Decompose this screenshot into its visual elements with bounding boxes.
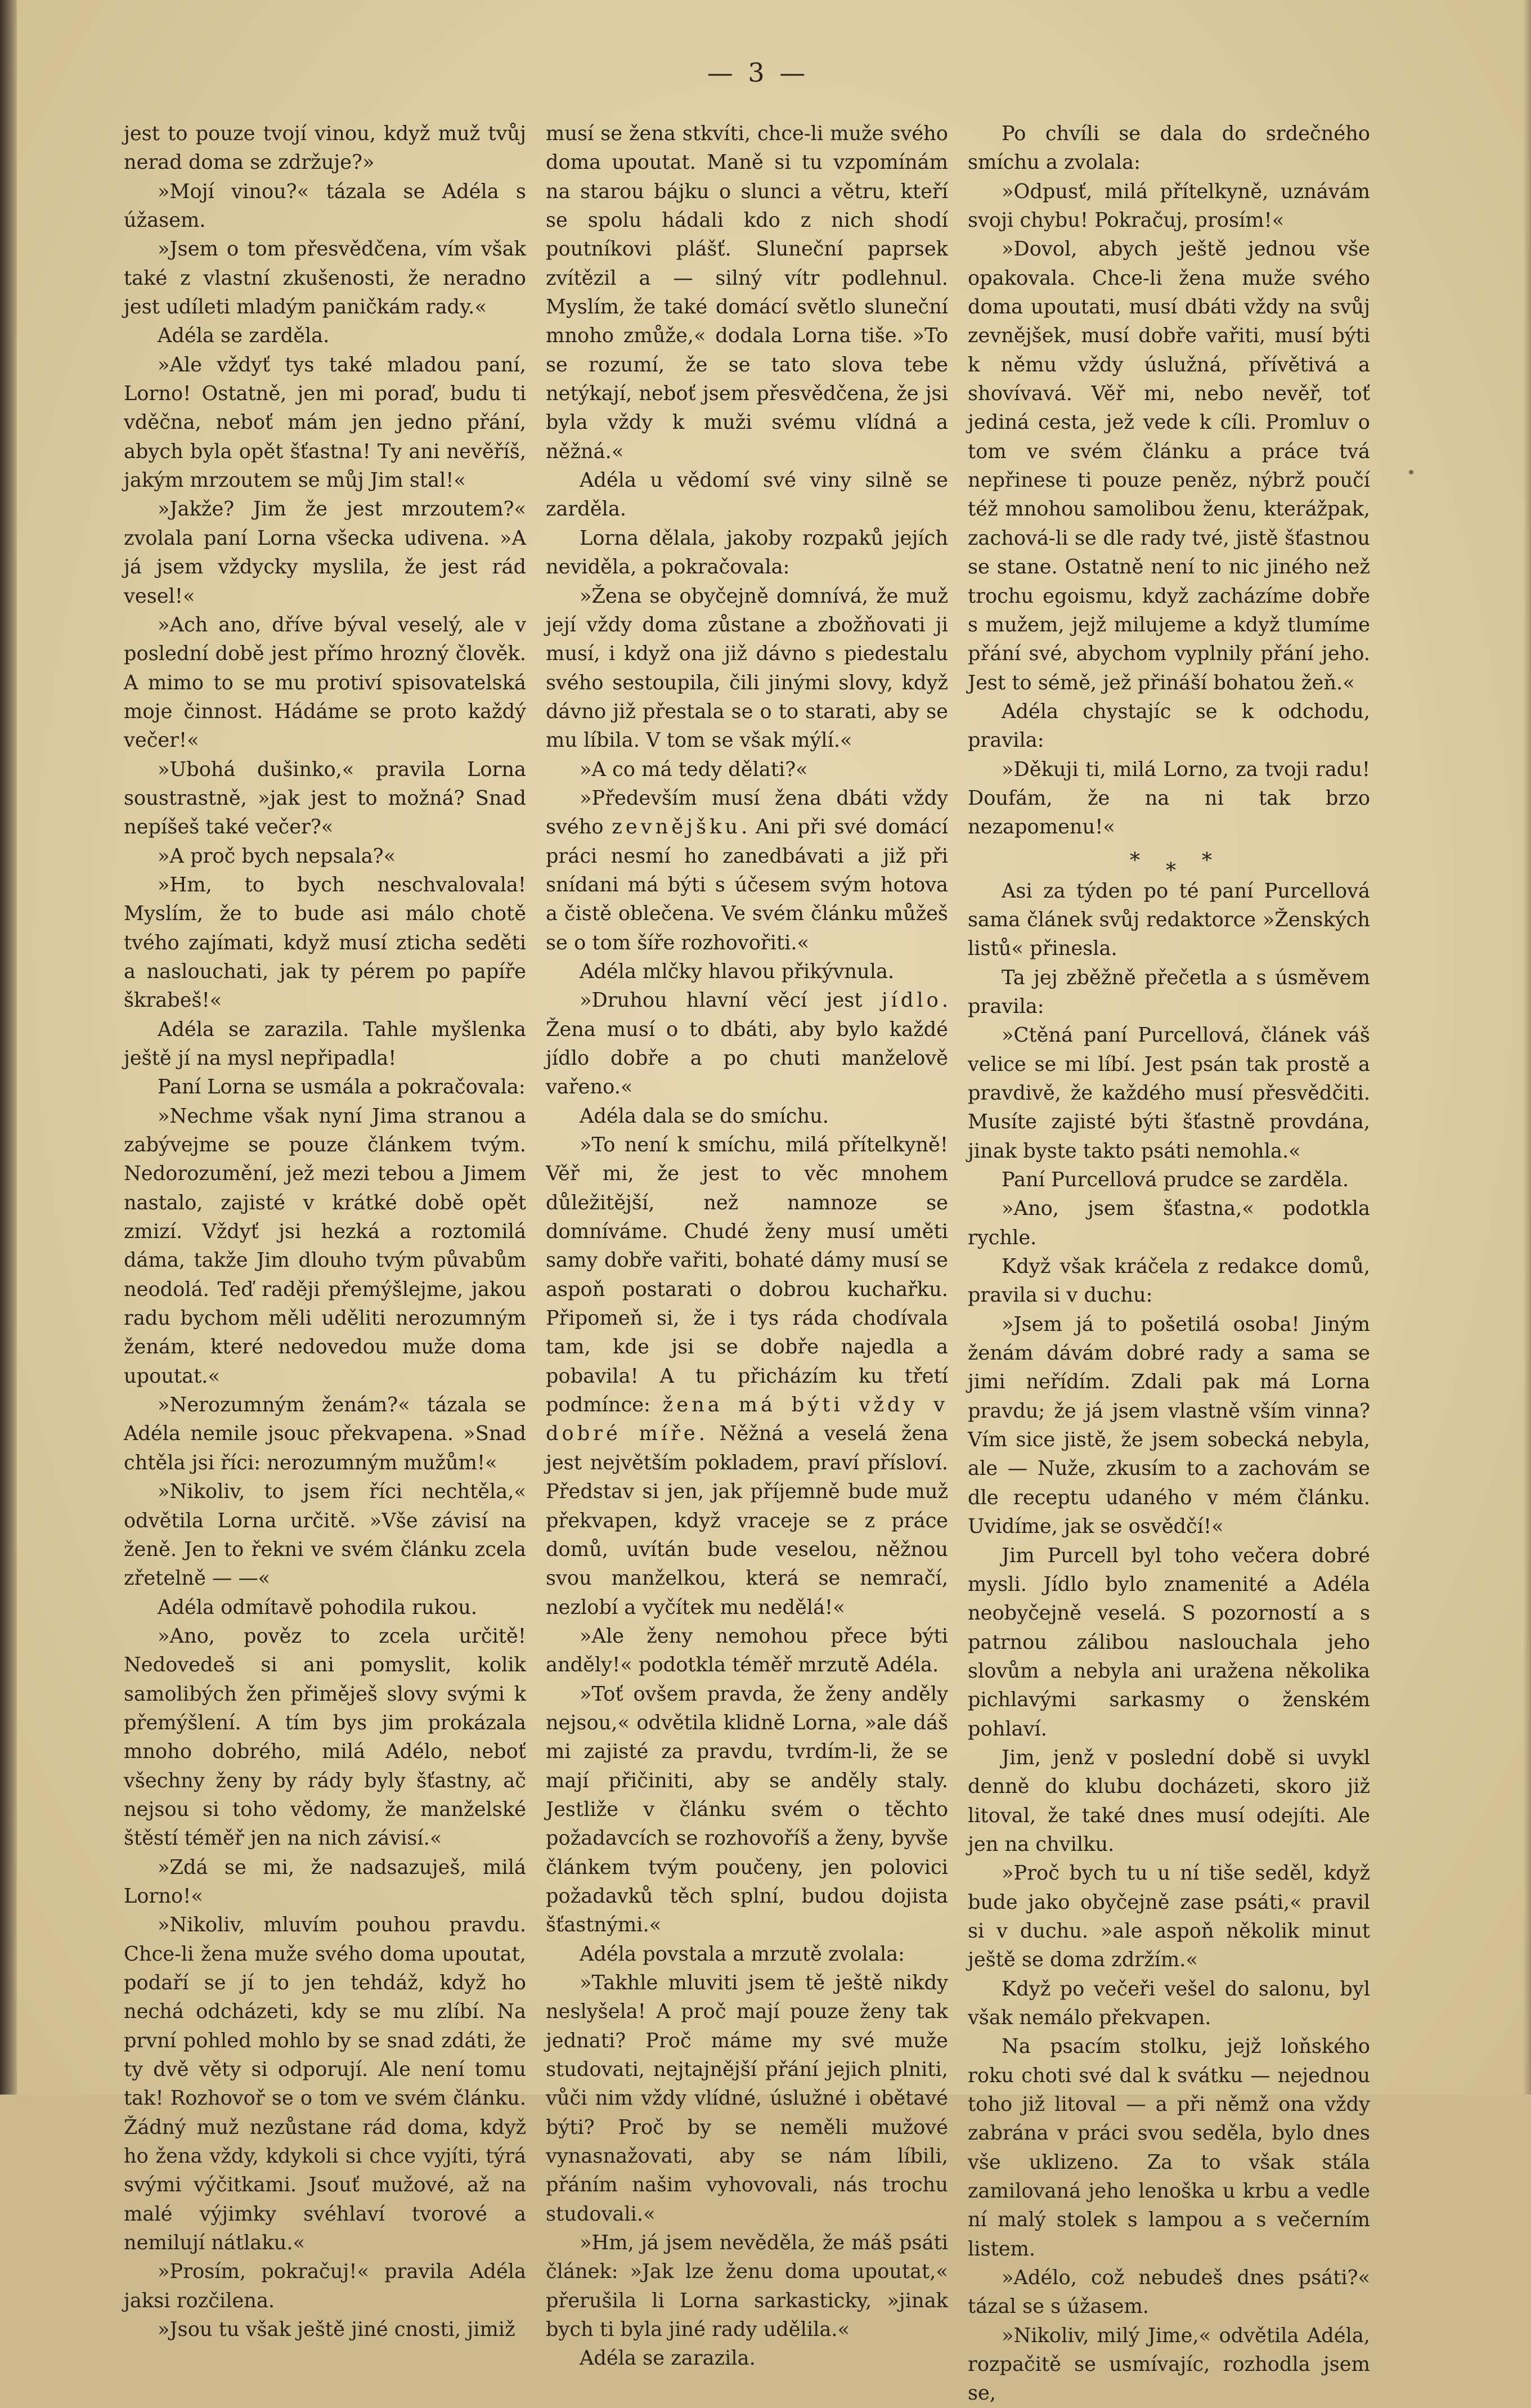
book-binding xyxy=(0,0,17,2095)
paragraph xyxy=(546,1131,948,1622)
paragraph: Když však kráčela z redakce domů, pravila si v duchu: xyxy=(968,1255,1370,1307)
spaced-emphasis: žena má býti vždy v dobré míře xyxy=(546,1393,949,1446)
column-3 xyxy=(968,119,1370,2405)
page-edge-shadow xyxy=(1523,0,1531,2095)
paragraph: jest to pouze tvojí vinou, když muž tvůj nerad doma se zdržuje?» xyxy=(124,122,526,174)
paragraph: Na psacím stolku, jejž loňského roku choti své dal k svátku — nejednou toho již litoval — a při němž ona vždy zabrána v práci svou seděla, bylo dnes vše uklizeno. Za to však stála zamilovaná jeho lenoška u krbu a vedle ní malý stolek s lampou a s večerním listem. xyxy=(968,2035,1370,2261)
paragraph: »Ano, jsem šťastna,« podotkla rychle. xyxy=(968,1197,1370,1249)
paragraph: musí se žena stkvíti, chce-li muže svého doma upoutat. Maně si tu vzpomínám na starou bájku o slunci a větru, kteří se spolu hádali kdo z nich shodí poutníkovi plášť. Sluneční paprsek zvítězil a — silný vítr podlehnul. Myslím, že také domácí světlo sluneční mnoho zmůže,« dodala Lorna tiše. »To se rozumí, že se tato slova tebe netýkají, neboť jsem přesvědčena, že jsi byla vždy k muži svému vlídná a něžná.« xyxy=(546,122,948,463)
paragraph: Adéla povstala a mrzutě zvolala: xyxy=(580,1942,905,1966)
paragraph: »Zdá se mi, že nadsazuješ, milá Lorno!« xyxy=(124,1855,526,1908)
text-run: »Především musí žena dbáti vždy svého xyxy=(546,786,948,839)
paragraph: »Prosím, pokračuj!« pravila Adéla jaksi rozčilena. xyxy=(124,2260,526,2312)
paragraph: Adéla se zarazila. Tahle myšlenka ještě jí na mysl nepřipadla! xyxy=(124,1017,526,1070)
paragraph: »Toť ovšem pravda, že ženy anděly nejsou,« odvětila klidně Lorna, »ale dáš mi zajisté za pravdu, tvrdím-li, že se mají přičiniti, aby se anděly staly. Jestliže v článku svém o těchto požadavcích se rozhovoříš a ženy, byvše článkem tvým poučeny, jen polovici požadavků těch splní, budou dojista šťastnými.« xyxy=(546,1682,948,1937)
paragraph: »Jsem já to pošetilá osoba! Jiným ženám dávám dobré rady a sama se jimi neřídím. Zdali pak má Lorna pravdu; že já jsem vlastně vším vinna? Vím sice jistě, že jsem sobecká nebyla, ale — Nuže, zkusím to a zachovám se dle receptu udaného v mém článku. Uvidíme, jak se osvědčí!« xyxy=(968,1312,1370,1539)
paragraph: »Děkuji ti, milá Lorno, za tvoji radu! Doufám, že na ni tak brzo nezapomenu!« xyxy=(968,757,1370,839)
paragraph: »Hm, já jsem nevěděla, že máš psáti článek: »Jak lze ženu doma upoutat,« přerušila li Lorna sarkasticky, »jinak bych ti byla jiné rady udělila.« xyxy=(546,2231,948,2342)
divider-star: * xyxy=(1130,849,1140,872)
paragraph: »A proč bych nepsala?« xyxy=(158,844,396,868)
paragraph: »Takhle mluviti jsem tě ještě nikdy neslyšela! A proč mají pouze ženy tak jednati? Proč máme my své muže studovati, nejtajnější přání jejich plniti, vůči nim vždy vlídné, úslužné i obětavé býti? Proč by se neměli mužové vynasnažovati, aby se nám líbili, přáním našim vyhovovali, nás trochu studovali.« xyxy=(546,1971,948,2226)
paragraph: »Nechme však nyní Jima stranou a zabývejme se pouze článkem tvým. Nedorozumění, jež mezi tebou a Jimem nastalo, zajisté v krátké době opět zmizí. Vždyť jsi hezká a roztomilá dáma, takže Jim dlouho tvým půvabům neodolá. Teď raději přemýšlejme, jakou radu bychom měli uděliti nerozumným ženám, které nedovedou muže doma upoutat.« xyxy=(124,1104,526,1388)
paragraph: »Odpusť, milá přítelkyně, uznávám svoji chybu! Pokračuj, prosím!« xyxy=(968,180,1370,232)
divider-star: * xyxy=(1166,859,1176,882)
paragraph: Jim Purcell byl toho večera dobré mysli. Jídlo bylo znamenité a Adéla neobyčejně veselá. S pozorností a s patrnou zálibou naslouchala jeho slovům a nebyla ani uražena několika pichlavými sarkasmy o ženském pohlaví. xyxy=(968,1544,1370,1741)
paragraph: »Proč bych tu u ní tiše seděl, když bude jako obyčejně zase psáti,« pravil si v duchu. »ale aspoň několik minut ještě se doma zdržím.« xyxy=(968,1862,1370,1972)
text-run: »To není k smíchu, milá přítelkyně! Věř mi, že jest to věc mnohem důležitější, než namnoze se domníváme. Chudé ženy musí uměti samy dobře vařiti, bohaté dámy musí se aspoň postarati o dobrou kuchařku. Připomeň si, že i tys ráda chodívala tam, kde jsi se dobře najedla a pobavila! A tu přicházím ku třetí podmínce: xyxy=(546,1133,948,1417)
paragraph: »Ale vždyť tys také mladou paní, Lorno! Ostatně, jen mi poraď, budu ti vděčna, neboť mám jen jedno přání, abych byla opět šťastna! Ty ani nevěříš, jakým mrzoutem se můj Jim stal!« xyxy=(124,353,526,492)
paragraph: »Ctěná paní Purcellová, článek váš velice se mi líbí. Jest psán tak prostě a pravdivě, že každého musí přesvědčiti. Musíte zajisté býti šťastně provdána, jinak byste takto psáti nemohla.« xyxy=(968,1024,1370,1163)
text-run: »Druhou hlavní věcí jest xyxy=(580,989,863,1012)
column-2 xyxy=(546,119,949,2370)
paragraph: »Hm, to bych neschvalovala! Myslím, že to bude asi málo chotě tvého zajímati, když musí zticha seděti a naslouchati, jak ty pérem po papíře škrabeš!« xyxy=(124,873,526,1012)
paragraph: Lorna dělala, jakoby rozpaků jejích neviděla, a pokračovala: xyxy=(546,526,948,579)
paragraph: Jim, jenž v poslední době si uvykl denně do klubu docházeti, skoro již litoval, že také dnes musí odejíti. Ale jen na chvilku. xyxy=(968,1746,1370,1856)
paragraph: Po chvíli se dala do srdečného smíchu a zvolala: xyxy=(968,122,1370,174)
paragraph: Když po večeři vešel do salonu, byl však nemálo překvapen. xyxy=(968,1977,1370,2029)
section-divider xyxy=(968,842,1370,882)
paragraph: »Mojí vinou?« tázala se Adéla s úžasem. xyxy=(124,180,526,232)
paragraph: »Adélo, což nebudeš dnes psáti?« tázal se s úžasem. xyxy=(968,2266,1370,2319)
paragraph: Adéla se zarazila. xyxy=(580,2347,756,2370)
column-1 xyxy=(124,119,526,2342)
paragraph: »Dovol, abych ještě jednou vše opakovala. Chce-li žena muže svého doma upoutati, musí dbáti vždy na svůj zevnějšek, musí dobře vařiti, musí býti k němu vždy úslužná, přívětivá a shovívavá. Věř mi, nebo nevěř, toť jediná cesta, jež vede k cíli. Promluv o tom ve svém článku a práce tvá nepřinese ti pouze peněz, nýbrž poučí též mnohou samolibou ženu, kterážpak, zachová-li se dle rady tvé, jistě šťastnou se stane. Ostatně není to nic jiného než trochu egoismu, když zacházíme dobře s mužem, jejž milujeme a když tlumíme přání své, abychom vyplnily přání jeho. Jest to sémě, jež přináší bohatou žeň.« xyxy=(968,237,1370,694)
paragraph: Adéla dala se do smíchu. xyxy=(580,1104,829,1128)
paragraph: Adéla odmítavě pohodila rukou. xyxy=(158,1595,478,1619)
paragraph: Asi za týden po té paní Purcellová sama článek svůj redaktorce »Ženských listů« přinesla. xyxy=(968,879,1370,961)
paragraph: Adéla mlčky hlavou přikývnula. xyxy=(580,959,895,983)
paragraph: »Nikoliv, to jsem říci nechtěla,« odvětila Lorna určitě. »Vše závisí na ženě. Jen to řekni ve svém článku zcela zřetelně — —« xyxy=(124,1480,526,1590)
text-run: . Žena musí o to dbáti, aby bylo každé jídlo dobře a po chuti manželově vařeno.« xyxy=(546,989,949,1099)
paragraph: »Jakže? Jim že jest mrzoutem?« zvolala paní Lorna všecka udivena. »A já jsem vždycky myslila, že jest rád vesel!« xyxy=(124,497,526,608)
paragraph: »Nerozumným ženám?« tázala se Adéla nemile jsouc překvapena. »Snad chtěla jsi říci: nerozumným mužům!« xyxy=(124,1393,526,1474)
text-run: . Něžná a veselá žena jest největším pokladem, praví přísloví. Představ si jen, jak příjemně bude muž překvapen, když vraceje se z práce domů, uvítán bude veselou, něžnou svou manželkou, která se nemračí, nezlobí a vyčítek mu nedělá!« xyxy=(546,1422,948,1619)
paragraph: »A co má tedy dělati?« xyxy=(580,757,808,781)
ink-speck xyxy=(1409,470,1413,474)
paragraph: Adéla u vědomí své viny silně se zarděla. xyxy=(546,469,948,521)
paragraph: Adéla chystajíc se k odchodu, pravila: xyxy=(968,699,1370,752)
paragraph: »Jsou tu však ještě jiné cnosti, jimiž xyxy=(158,2318,515,2342)
paragraph: »Nikoliv, milý Jime,« odvětila Adéla, rozpačitě se usmívajíc, rozhodla jsem se, xyxy=(968,2324,1370,2405)
paragraph xyxy=(546,986,948,1101)
paragraph: »Žena se obyčejně domnívá, že muž její vždy doma zůstane a zbožňovati ji musí, i když ona již dávno s piedestalu svého sestoupila, čili jinými slovy, když dávno již přestala se o to starati, aby se mu líbila. V tom se však mýlí.« xyxy=(546,584,948,752)
paragraph: Paní Purcellová prudce se zarděla. xyxy=(1002,1168,1349,1192)
paragraph: »Ale ženy nemohou přece býti anděly!« podotkla téměř mrzutě Adéla. xyxy=(546,1624,948,1677)
paragraph: Adéla se zarděla. xyxy=(158,324,330,348)
page-number: — 3 — xyxy=(707,57,809,88)
paragraph: »Ano, pověz to zcela určitě! Nedovedeš si ani pomyslit, kolik samolibých žen přiměješ slovy svými k přemýšlení. A tím bys jim prokázala mnoho dobrého, milá Adélo, neboť všechny ženy by rády byly šťastny, ač nejsou si toho vědomy, že manželské štěstí téměř jen na nich závisí.« xyxy=(124,1624,526,1850)
paragraph: Ta jej zběžně přečetla a s úsměvem pravila: xyxy=(968,966,1370,1018)
paragraph: »Jsem o tom přesvědčena, vím však také z vlastní zkušenosti, že neradno jest udíleti mladým paničkám rady.« xyxy=(124,237,526,319)
paragraph: »Nikoliv, mluvím pouhou pravdu. Chce-li žena muže svého doma upoutat, podaří se jí to jen tehdáž, když ho nechá odcházeti, kdy se mu zlíbí. Na první pohled mohlo by se snad zdáti, že ty dvě věty si odporují. Ale není tomu tak! Rozhovoř se o tom ve svém článku. Žádný muž nezůstane rád doma, když ho žena vždy, kdykoli si chce vyjíti, týrá svými výčitkami. Jsouť mužové, až na malé výjimky svéhlaví tvorové a nemilují nátlaku.« xyxy=(124,1913,526,2255)
paragraph: »Ach ano, dříve býval veselý, ale v poslední době jest přímo hrozný člověk. A mimo to se mu protiví spisovatelská moje činnost. Hádáme se proto každý večer!« xyxy=(124,613,526,752)
paragraph: Paní Lorna se usmála a pokračovala: xyxy=(158,1075,526,1099)
spaced-emphasis: jídlo xyxy=(881,989,942,1012)
text-run: . Ani při své domácí práci nesmí ho zanedbávati a již při snídani má býti s účesem svým hotova a čistě oblečena. Ve svém článku můžeš se o tom šíře rozhovořiti.« xyxy=(546,815,948,954)
divider-star: * xyxy=(1202,849,1212,872)
paragraph xyxy=(546,784,948,957)
paragraph: »Ubohá dušinko,« pravila Lorna soustrastně, »jak jest to možná? Snad nepíšeš také večer?« xyxy=(124,757,526,839)
spaced-emphasis: zevnějšku xyxy=(612,815,742,839)
